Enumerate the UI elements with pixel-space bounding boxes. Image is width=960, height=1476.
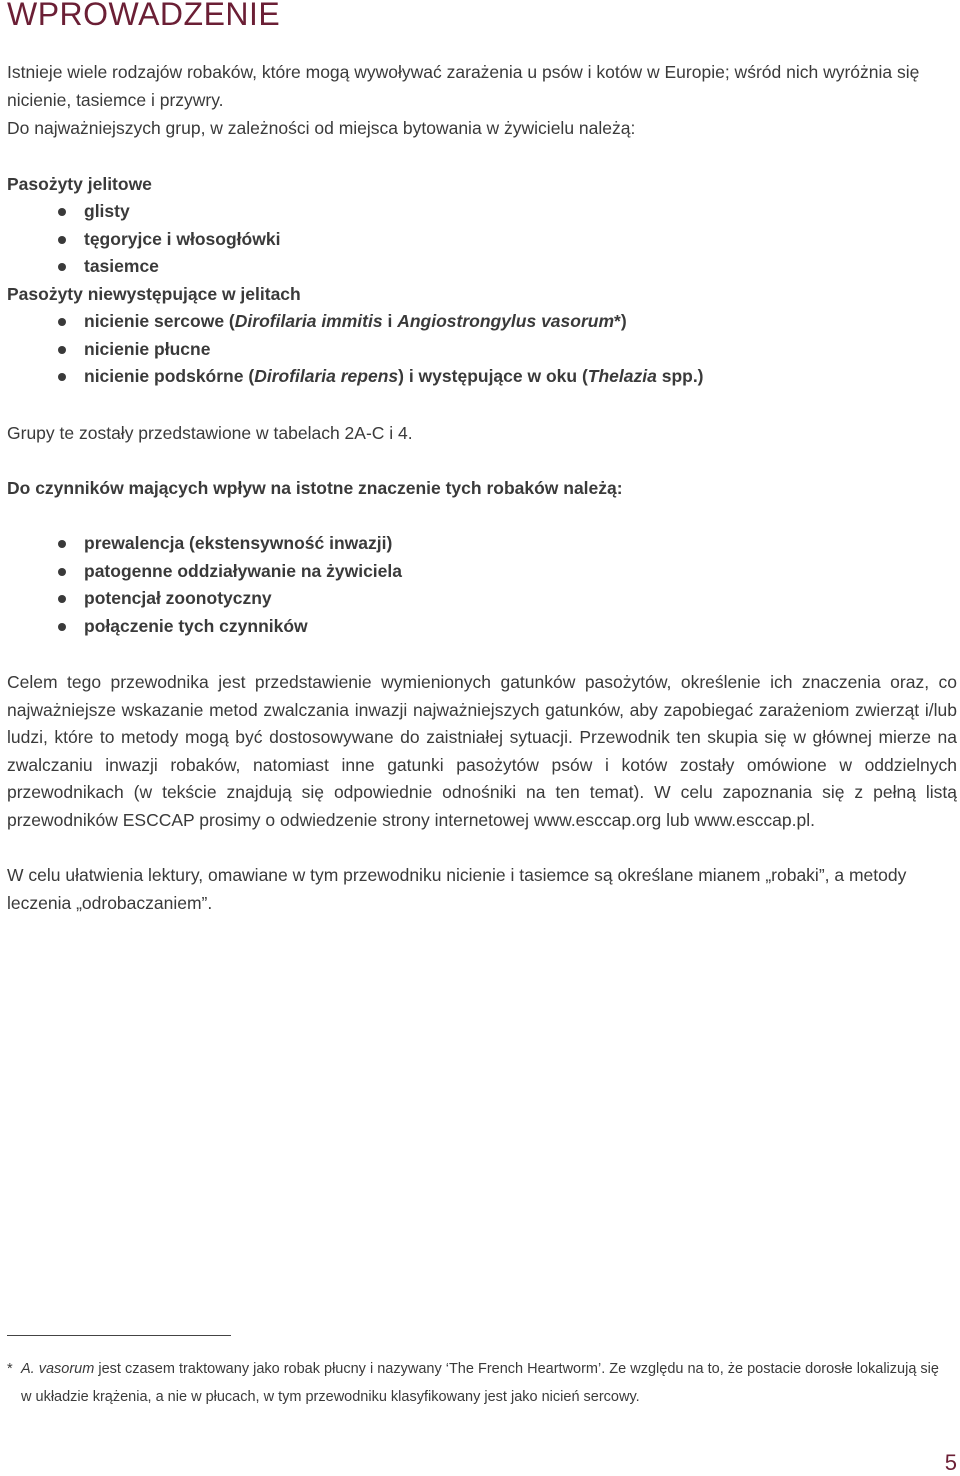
- list-item: nicienie sercowe (Dirofilaria immitis i Angiostrongylus vasorum*): [58, 308, 704, 336]
- factors-heading: Do czynników mających wpływ na istotne znaczenie tych robaków należą:: [7, 478, 623, 498]
- page-title: WPROWADZENIE: [7, 0, 281, 32]
- bullet-icon: [58, 236, 66, 244]
- tables-note: Grupy te zostały przedstawione w tabelach 2A-C i 4.: [7, 423, 413, 443]
- footnote-divider: [7, 1335, 231, 1336]
- bullet-icon: [58, 373, 66, 381]
- list-item: tęgoryjce i włosogłówki: [58, 226, 280, 254]
- list-item: tasiemce: [58, 253, 280, 281]
- list-item: nicienie podskórne (Dirofilaria repens) i występujące w oku (Thelazia spp.): [58, 363, 704, 391]
- purpose-paragraph: Celem tego przewodnika jest przedstawienie wymienionych gatunków pasożytów, określenie ich znaczenia oraz, co najważniejsze wskazanie metod zwalczania inwazji najważniejszych gatunków, aby zapobiegać zarażeniom zwierząt i/lub ludzi, które to metody mogą być dostosowywane do zaistniałej sytuacji. Przewodnik ten skupia się w głównej mierze na zwalczaniu inwazji robaków, natomiast inne gatunki pasożytów psów i kotów zostały omówione w oddzielnych przewodnikach (w tekście znajdują się odpowiednie odnośniki na ten temat). W celu zapoznania się z pełną listą przewodników ESCCAP prosimy o odwiedzenie strony internetowej www.esccap.org lub www.esccap.pl.: [7, 672, 957, 830]
- bullet-icon: [58, 595, 66, 603]
- page-number: 5: [944, 1450, 957, 1475]
- bullet-icon: [58, 318, 66, 326]
- footnote-text: A. vasorum jest czasem traktowany jako robak płucny i nazywany ‘The French Heartworm’. Ze względu na to, że postacie dorosłe lokalizują się w układzie krążenia, a nie w płucach, w tym przewodniku klasyfikowany jest jako nicień sercowy.: [21, 1361, 939, 1405]
- bullet-icon: [58, 540, 66, 548]
- bullet-icon: [58, 623, 66, 631]
- bullet-icon: [58, 208, 66, 216]
- footnote-marker: *: [7, 1361, 13, 1377]
- intro-groups-line: Do najważniejszych grup, w zależności od miejsca bytowania w żywicielu należą:: [7, 118, 636, 138]
- intestinal-parasites-heading: Pasożyty jelitowe: [7, 174, 152, 194]
- list-item: potencjał zoonotyczny: [58, 585, 402, 613]
- factors-list: [58, 530, 402, 640]
- extraintestinal-parasites-heading: Pasożyty niewystępujące w jelitach: [7, 284, 301, 304]
- bullet-icon: [58, 263, 66, 271]
- list-item: nicienie płucne: [58, 336, 704, 364]
- list-item: glisty: [58, 198, 280, 226]
- list-item: połączenie tych czynników: [58, 613, 402, 641]
- extraintestinal-parasites-list: [58, 308, 704, 391]
- list-item: patogenne oddziaływanie na żywiciela: [58, 558, 402, 586]
- bullet-icon: [58, 346, 66, 354]
- intestinal-parasites-list: [58, 198, 280, 281]
- intro-paragraph: Istnieje wiele rodzajów robaków, które mogą wywoływać zarażenia u psów i kotów w Europie; wśród nich wyróżnia się nicienie, tasiemce i przywry.: [7, 62, 920, 110]
- footnote: [7, 1355, 952, 1411]
- bullet-icon: [58, 568, 66, 576]
- list-item: prewalencja (ekstensywność inwazji): [58, 530, 402, 558]
- terms-paragraph: W celu ułatwienia lektury, omawiane w tym przewodniku nicienie i tasiemce są określane mianem „robaki”, a metody leczenia „odrobaczaniem”.: [7, 865, 907, 913]
